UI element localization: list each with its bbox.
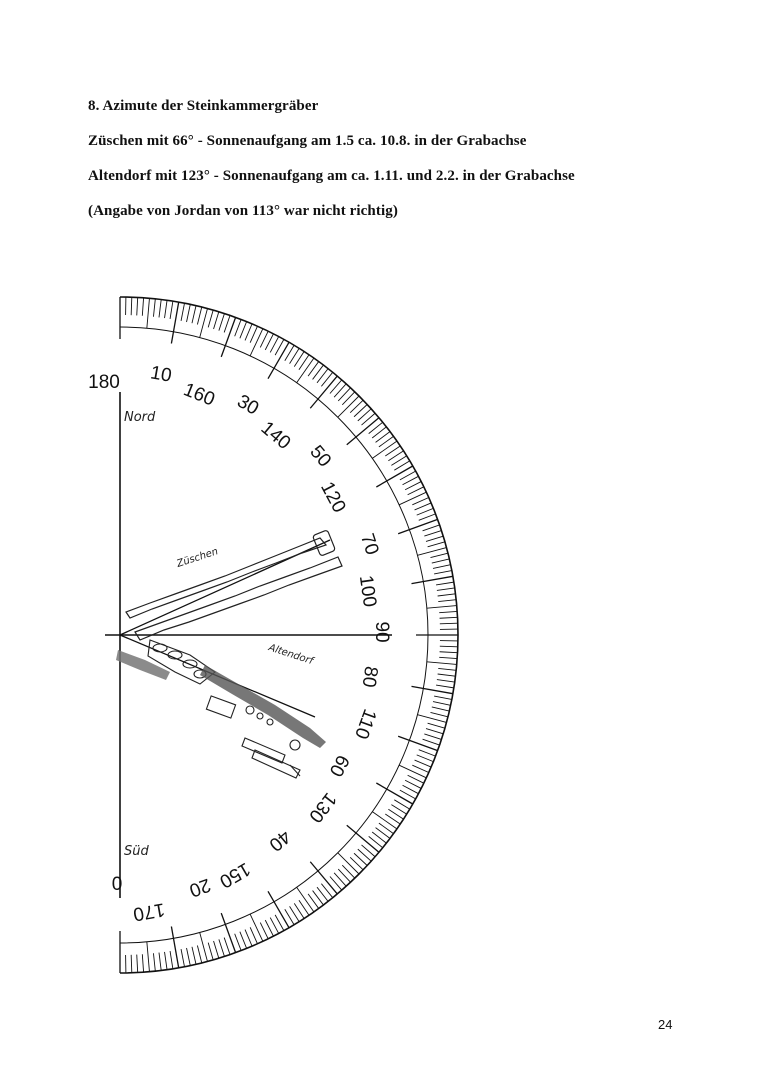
protractor-tick (423, 525, 440, 531)
protractor-tick (403, 785, 419, 793)
protractor-tick (417, 755, 434, 762)
protractor-tick (440, 617, 458, 618)
protractor-tick (342, 392, 355, 405)
protractor-tick (170, 301, 173, 319)
protractor-tick (297, 887, 314, 912)
protractor-tick (434, 571, 452, 574)
protractor-tick (137, 297, 138, 315)
protractor-tick (354, 853, 367, 865)
section-heading: 8. Azimute der Steinkammergräber (88, 98, 319, 114)
protractor-tick (418, 715, 447, 723)
protractor-tick (170, 951, 173, 969)
protractor-tick (412, 498, 428, 505)
protractor-tick (131, 297, 132, 315)
protractor-tick (439, 657, 457, 658)
protractor-tick (147, 298, 150, 328)
protractor-tick (440, 652, 458, 653)
protractor-tick (142, 954, 143, 972)
protractor-tick (399, 492, 426, 505)
label-sued: Süd (124, 844, 149, 859)
protractor-tick (181, 949, 184, 967)
protractor-tick (433, 702, 451, 706)
protractor-tick (405, 482, 421, 490)
protractor-tick (418, 548, 447, 556)
scale-label: 70 (355, 531, 383, 558)
protractor-tick (350, 400, 363, 413)
protractor-tick (419, 514, 436, 520)
scale-label: 50 (305, 441, 336, 472)
protractor-tick (428, 723, 445, 728)
protractor-tick (436, 685, 454, 688)
protractor-tick (436, 582, 454, 585)
protractor-tick (208, 943, 213, 960)
protractor-tick (250, 329, 263, 356)
protractor-tick (219, 939, 225, 956)
protractor-tick (265, 920, 273, 936)
protractor-tick (440, 646, 458, 647)
protractor-tick (424, 734, 441, 740)
protractor-tick (171, 302, 178, 343)
scale-label: 80 (357, 664, 382, 689)
protractor-tick (405, 780, 421, 788)
protractor-tick (268, 891, 289, 927)
zueschen-grave-sketch (126, 530, 342, 640)
scale-label: 100 (354, 574, 381, 609)
protractor-tick (165, 952, 168, 970)
page-number: 24 (658, 1017, 673, 1032)
protractor-tick (438, 668, 456, 670)
protractor-tick (142, 298, 143, 316)
protractor-tick (221, 317, 235, 356)
protractor-tick (433, 565, 451, 569)
protractor-tick (432, 559, 450, 563)
scale-label: 10 (148, 362, 174, 387)
scale-label: 160 (180, 379, 218, 411)
scale-label: 60 (324, 751, 354, 780)
scale-label: 130 (304, 788, 341, 827)
protractor-tick (250, 914, 263, 941)
protractor-tick (221, 913, 235, 952)
scale-label: 0 (111, 874, 123, 895)
protractor-tick (338, 396, 359, 417)
protractor-tick (245, 930, 252, 947)
protractor-tick (197, 307, 201, 324)
protractor-tick (408, 487, 424, 495)
protractor-tick (181, 303, 184, 321)
protractor-tick (147, 942, 150, 972)
protractor-tick (437, 588, 455, 591)
protractor-tick (131, 955, 132, 973)
protractor-tick (297, 358, 314, 383)
protractor-tick (187, 948, 191, 966)
protractor-tick (250, 927, 257, 943)
protractor-tick (439, 611, 457, 612)
protractor-tick (354, 404, 367, 416)
protractor-tick (415, 503, 432, 510)
scale-label: 110 (350, 706, 381, 742)
protractor-tick (192, 306, 196, 324)
scale-label: 170 (131, 898, 167, 925)
protractor-tick (426, 729, 443, 734)
protractor-tick (358, 409, 371, 421)
label-zueschen: Züschen (175, 546, 220, 570)
protractor-tick (200, 933, 208, 962)
protractor-tick (372, 812, 397, 829)
text-line-jordan-note: (Angabe von Jordan von 113° war nicht richtig) (88, 203, 398, 219)
protractor-tick (235, 319, 241, 336)
protractor-tick (137, 955, 138, 973)
protractor-tick (438, 674, 456, 676)
scale-label: 180 (88, 372, 120, 393)
protractor-tick (214, 941, 219, 958)
protractor-tick (338, 869, 350, 882)
text-line-altendorf: Altendorf mit 123° - Sonnenaufgang am ca. 1.11. und 2.2. in der Grabachse (88, 168, 575, 184)
protractor-tick (208, 310, 213, 327)
protractor-tick (376, 783, 412, 804)
protractor-tick (426, 536, 443, 541)
protractor-tick (437, 680, 455, 683)
protractor-tick (403, 476, 419, 484)
protractor-tick (224, 938, 230, 955)
protractor-tick (334, 873, 346, 886)
protractor-tick (250, 326, 257, 342)
label-nord: Nord (124, 410, 156, 425)
scale-label: 140 (256, 417, 295, 455)
protractor-tick (424, 531, 441, 537)
protractor-tick (245, 324, 252, 341)
protractor-tick (427, 606, 457, 609)
protractor-tick (412, 765, 428, 772)
protractor-tick (419, 750, 436, 756)
text-line-zueschen: Züschen mit 66° - Sonnenaufgang am 1.5 ca. 10.8. in der Grabachse (88, 133, 527, 149)
scale-label: 30 (233, 390, 263, 420)
protractor-tick (192, 947, 196, 965)
protractor-tick (159, 300, 161, 318)
label-altendorf: Altendorf (267, 642, 315, 668)
protractor-tick (165, 300, 168, 318)
protractor-tick (240, 932, 247, 949)
protractor-tick (398, 736, 437, 750)
protractor-tick (408, 775, 424, 783)
protractor-scale-labels (88, 362, 392, 924)
protractor-tick (432, 707, 450, 711)
protractor-tick (265, 334, 273, 350)
scale-label: 150 (215, 857, 254, 892)
protractor-tick (438, 600, 456, 602)
protractor-tick (428, 542, 445, 547)
protractor-tick (159, 953, 161, 971)
protractor-tick (260, 331, 268, 347)
protractor-tick (399, 765, 426, 778)
protractor-tick (197, 945, 201, 962)
protractor-tick (153, 299, 155, 317)
protractor-tick (434, 696, 452, 699)
scale-label: 20 (186, 873, 214, 901)
protractor-tick (398, 519, 437, 533)
protractor-tick (440, 623, 458, 624)
shaded-strip-west (116, 650, 170, 680)
protractor-tick (350, 857, 363, 870)
protractor-tick (200, 309, 208, 338)
protractor-tick (430, 712, 447, 716)
protractor-tick (270, 918, 278, 934)
protractor-tick (423, 739, 440, 745)
protractor-tick (342, 865, 355, 878)
protractor-tick (214, 312, 219, 329)
protractor-tick (235, 934, 241, 951)
protractor-tick (338, 853, 359, 874)
protractor-tick (438, 594, 456, 596)
protractor-tick (240, 322, 247, 339)
protractor-tick (372, 441, 397, 458)
protractor-tick (224, 315, 230, 332)
protractor-tick (376, 466, 412, 487)
protractor-tick (358, 849, 371, 861)
scale-label: 120 (316, 478, 350, 517)
shaded-strip-long (200, 665, 326, 748)
protractor-tick (334, 384, 346, 397)
protractor-tick (415, 760, 432, 767)
protractor-tick (417, 508, 434, 515)
protractor-tick (219, 314, 225, 331)
protractor-tick (338, 388, 350, 401)
protractor-tick (153, 953, 155, 971)
protractor-tick (412, 576, 453, 583)
protractor-tick (268, 342, 289, 378)
protractor-tick (430, 553, 447, 557)
protractor-tick (427, 662, 457, 665)
scale-label: 90 (371, 621, 392, 643)
scale-label: 40 (264, 825, 295, 856)
protractor-tick (412, 686, 453, 693)
protractor-tick (260, 923, 268, 939)
protractor-tick (270, 337, 278, 353)
protractor-tick (187, 304, 191, 322)
protractor-tick (171, 927, 178, 968)
